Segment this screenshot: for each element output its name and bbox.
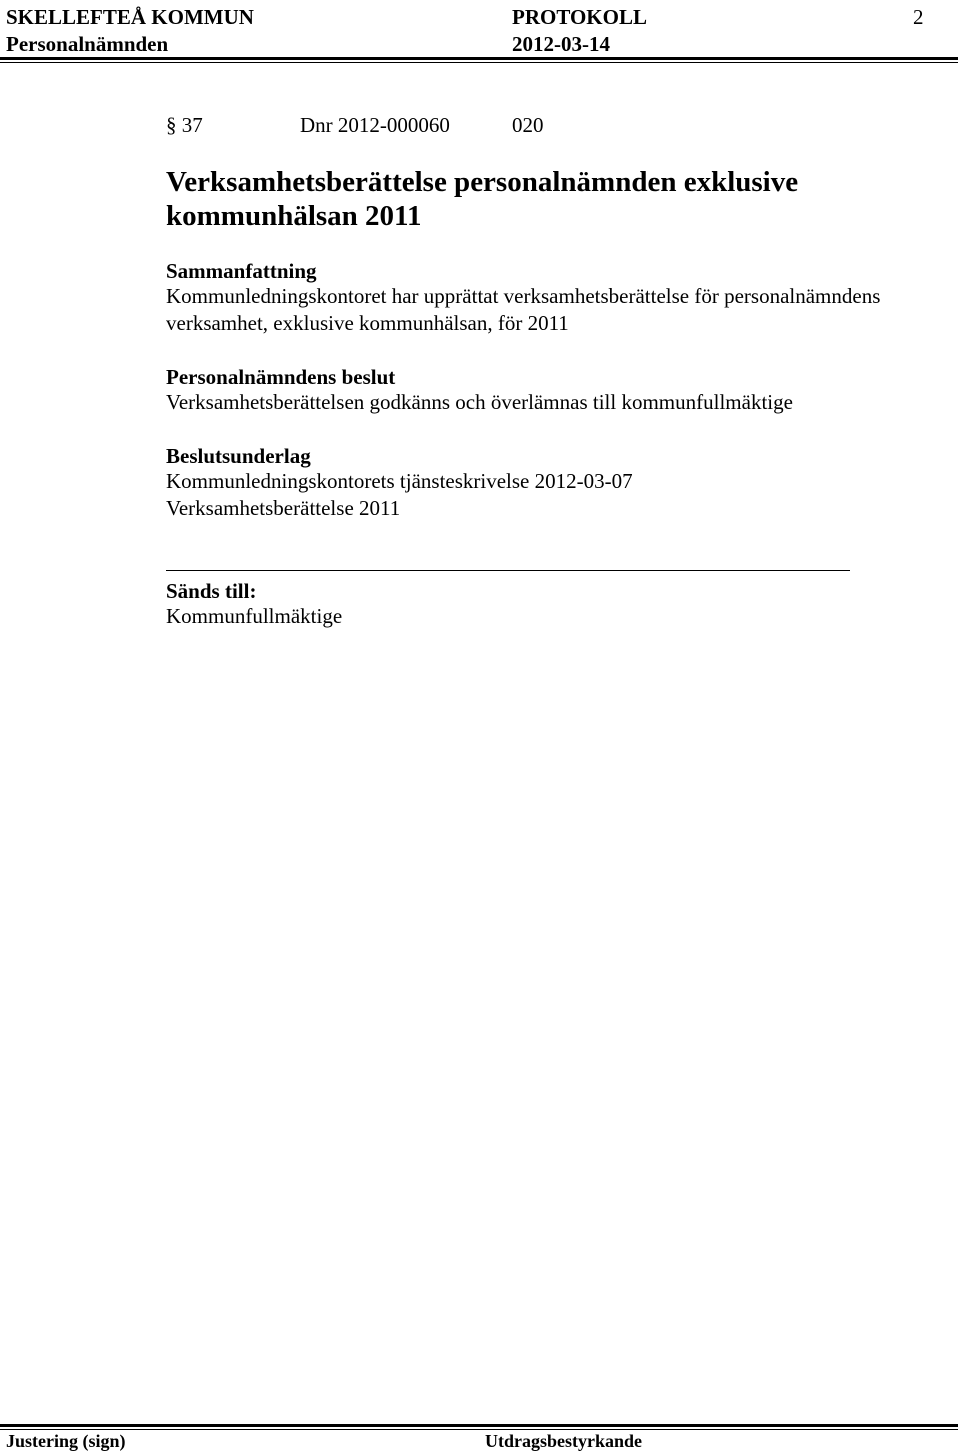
basis-line-1: Kommunledningskontorets tjänsteskrivelse 2012-03-07 — [166, 469, 633, 493]
basis-line-2: Verksamhetsberättelse 2011 — [166, 496, 401, 520]
sent-to-value: Kommunfullmäktige — [166, 604, 343, 628]
meeting-date: 2012-03-14 — [512, 32, 610, 56]
footer-rule-thin — [0, 1429, 958, 1430]
item-title-line-1: Verksamhetsberättelse personalnämnden exklusive — [166, 166, 799, 198]
separator-line — [166, 570, 850, 571]
decision-text: Verksamhetsberättelsen godkänns och överlämnas till kommunfullmäktige — [166, 390, 793, 414]
footer-rule — [0, 1424, 958, 1427]
footer-certification: Utdragsbestyrkande — [485, 1431, 643, 1451]
organization-name: SKELLEFTEÅ KOMMUN — [6, 5, 254, 29]
header-rule — [0, 57, 958, 60]
basis-heading: Beslutsunderlag — [166, 444, 311, 468]
header-rule-thin — [0, 62, 958, 63]
footer-justification: Justering (sign) — [6, 1431, 126, 1451]
summary-line-1: Kommunledningskontoret har upprättat verksamhetsberättelse för personalnämndens — [166, 284, 881, 308]
sent-to-heading: Sänds till: — [166, 579, 257, 603]
committee-name: Personalnämnden — [6, 32, 169, 56]
document-type: PROTOKOLL — [512, 5, 647, 29]
summary-line-2: verksamhet, exklusive kommunhälsan, för 2011 — [166, 311, 569, 335]
decision-heading: Personalnämndens beslut — [166, 365, 396, 389]
summary-heading: Sammanfattning — [166, 259, 317, 283]
item-title-line-2: kommunhälsan 2011 — [166, 200, 422, 232]
paragraph-number: § 37 — [166, 113, 203, 137]
dnr-code: 020 — [512, 113, 544, 137]
page-number: 2 — [913, 5, 924, 29]
dnr-number: Dnr 2012-000060 — [300, 113, 450, 137]
